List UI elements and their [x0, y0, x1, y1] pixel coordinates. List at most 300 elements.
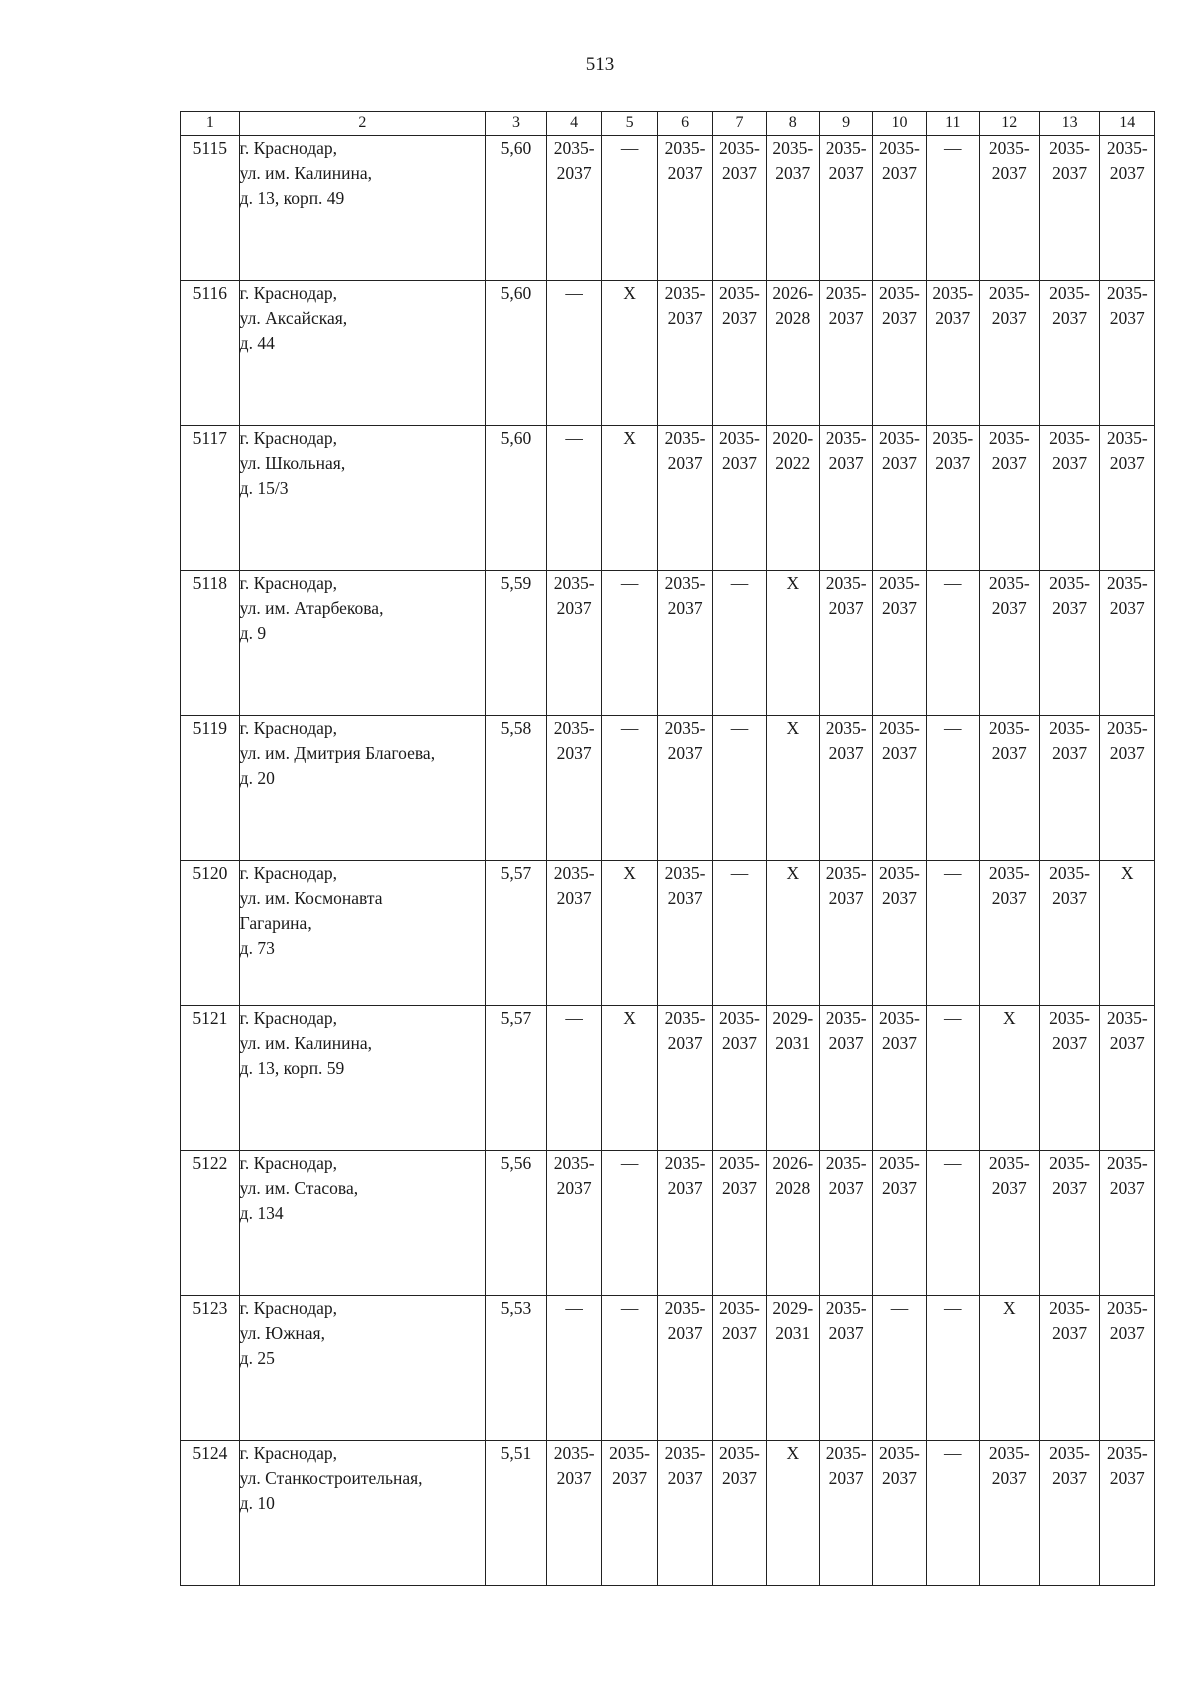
value-text: 2035-2037 [988, 428, 1030, 473]
address-line: ул. им. Стасова, [239, 1178, 359, 1198]
value-text: — [944, 1008, 962, 1028]
row-number: 5124 [181, 1441, 240, 1586]
value-cell-col-6 [657, 571, 712, 716]
value-text: 2035-2037 [1049, 283, 1090, 328]
value-cell-col-9 [819, 571, 872, 716]
value-cell-col-10 [873, 136, 926, 281]
value-cell-col-10 [873, 426, 926, 571]
value-text: 2035-2037 [1106, 138, 1148, 183]
value-text: X [1002, 1298, 1016, 1318]
value-cell-col-7 [713, 1441, 766, 1586]
value-cell-col-5 [602, 571, 657, 716]
value-text: 2035-2037 [1049, 863, 1090, 908]
value-text: 2035-2037 [1106, 1443, 1148, 1488]
header-cell-4: 4 [546, 112, 601, 136]
value-cell-col-11 [926, 1441, 979, 1586]
score-cell: 5,59 [486, 571, 547, 716]
value-text: 2035-2037 [664, 1298, 706, 1343]
address-cell [239, 1441, 485, 1586]
value-cell-col-12 [979, 1296, 1039, 1441]
value-text: 2035-2037 [879, 283, 920, 328]
score-cell: 5,60 [486, 136, 547, 281]
address-line: г. Краснодар, [239, 718, 337, 738]
address-line: ул. им. Калинина, [239, 163, 373, 183]
address-line: д. 13, корп. 59 [239, 1058, 345, 1078]
score-cell: 5,60 [486, 426, 547, 571]
address-line: г. Краснодар, [239, 428, 337, 448]
value-cell-col-13 [1039, 1296, 1100, 1441]
value-cell-col-5 [602, 136, 657, 281]
value-text: 2035-2037 [825, 1008, 867, 1053]
address-cell [239, 426, 485, 571]
value-cell-col-14 [1100, 426, 1155, 571]
value-cell-col-14 [1100, 716, 1155, 861]
score-cell: 5,58 [486, 716, 547, 861]
value-cell-col-13 [1039, 716, 1100, 861]
address-line: д. 15/3 [239, 478, 289, 498]
value-cell-col-7 [713, 716, 766, 861]
score-cell: 5,56 [486, 1151, 547, 1296]
value-text: X [623, 863, 636, 883]
value-text: 2035-2037 [553, 1443, 595, 1488]
value-text: 2035-2037 [1049, 428, 1090, 473]
value-text: 2035-2037 [719, 1153, 760, 1198]
value-text: — [565, 283, 583, 303]
value-cell-col-5 [602, 281, 657, 426]
value-cell-col-9 [819, 1441, 872, 1586]
value-text: 2035-2037 [879, 1153, 920, 1198]
value-text: — [944, 718, 962, 738]
value-text: 2035-2037 [932, 428, 974, 473]
value-cell-col-12 [979, 1006, 1039, 1151]
value-text: 2035-2037 [719, 1008, 760, 1053]
table-row [181, 136, 1155, 281]
value-text: 2035-2037 [1106, 1298, 1148, 1343]
value-cell-col-4 [546, 426, 601, 571]
value-text: 2035-2037 [1106, 718, 1148, 763]
value-cell-col-10 [873, 861, 926, 1006]
value-text: 2035-2037 [825, 573, 867, 618]
value-cell-col-13 [1039, 281, 1100, 426]
value-cell-col-6 [657, 136, 712, 281]
value-cell-col-12 [979, 1151, 1039, 1296]
value-cell-col-5 [602, 1151, 657, 1296]
value-text: 2035-2037 [879, 138, 920, 183]
value-text: 2035-2037 [988, 718, 1030, 763]
value-cell-col-6 [657, 426, 712, 571]
header-cell-14: 14 [1100, 112, 1155, 136]
value-text: X [623, 428, 636, 448]
value-cell-col-13 [1039, 426, 1100, 571]
value-text: 2035-2037 [825, 718, 867, 763]
value-cell-col-14 [1100, 1296, 1155, 1441]
score-cell: 5,60 [486, 281, 547, 426]
value-cell-col-7 [713, 426, 766, 571]
value-text: 2035-2037 [879, 573, 920, 618]
value-text: 2035-2037 [988, 863, 1030, 908]
row-number: 5118 [181, 571, 240, 716]
value-text: 2035-2037 [879, 863, 920, 908]
value-cell-col-5 [602, 1296, 657, 1441]
value-text: — [944, 863, 962, 883]
value-text: 2035-2037 [553, 718, 595, 763]
value-text: 2035-2037 [1106, 573, 1148, 618]
table-body [181, 112, 1155, 1586]
value-cell-col-10 [873, 1441, 926, 1586]
row-number: 5121 [181, 1006, 240, 1151]
value-text: 2035-2037 [1049, 718, 1090, 763]
value-cell-col-6 [657, 1006, 712, 1151]
value-cell-col-14 [1100, 136, 1155, 281]
value-text: 2035-2037 [719, 1298, 760, 1343]
address-cell [239, 1151, 485, 1296]
value-cell-col-11 [926, 861, 979, 1006]
value-text: — [944, 138, 962, 158]
row-number: 5122 [181, 1151, 240, 1296]
value-cell-col-13 [1039, 1441, 1100, 1586]
header-cell-1: 1 [181, 112, 240, 136]
value-cell-col-7 [713, 136, 766, 281]
header-cell-13: 13 [1039, 112, 1100, 136]
value-cell-col-4 [546, 1151, 601, 1296]
value-text: 2035-2037 [664, 138, 706, 183]
value-cell-col-4 [546, 716, 601, 861]
address-line: ул. им. Космонавта [239, 888, 383, 908]
value-text: 2035-2037 [719, 1443, 760, 1488]
address-line: г. Краснодар, [239, 1153, 337, 1173]
value-cell-col-12 [979, 716, 1039, 861]
address-line: ул. Станкостроительная, [239, 1468, 423, 1488]
value-cell-col-11 [926, 426, 979, 571]
value-text: 2020-2022 [772, 428, 814, 473]
value-text: 2035-2037 [664, 1008, 706, 1053]
value-cell-col-14 [1100, 861, 1155, 1006]
value-text: 2035-2037 [879, 1008, 920, 1053]
value-text: X [1002, 1008, 1016, 1028]
value-cell-col-14 [1100, 571, 1155, 716]
value-cell-col-9 [819, 426, 872, 571]
address-line: г. Краснодар, [239, 573, 337, 593]
address-cell [239, 861, 485, 1006]
value-cell-col-8 [766, 861, 819, 1006]
value-text: 2035-2037 [1106, 283, 1148, 328]
table-row [181, 1296, 1155, 1441]
address-line: ул. Южная, [239, 1323, 325, 1343]
value-text: 2035-2037 [553, 573, 595, 618]
value-text: 2029-2031 [772, 1298, 814, 1343]
row-number: 5117 [181, 426, 240, 571]
value-text: 2035-2037 [988, 283, 1030, 328]
header-cell-5: 5 [602, 112, 657, 136]
value-text: X [786, 863, 800, 883]
value-cell-col-11 [926, 716, 979, 861]
value-text: 2035-2037 [1049, 573, 1090, 618]
table-row [181, 861, 1155, 1006]
value-text: 2035-2037 [1049, 1443, 1090, 1488]
value-text: — [944, 573, 962, 593]
address-line: г. Краснодар, [239, 1008, 337, 1028]
value-text: 2035-2037 [879, 1443, 920, 1488]
header-cell-3: 3 [486, 112, 547, 136]
value-text: 2035-2037 [825, 1443, 867, 1488]
value-text: — [565, 428, 583, 448]
value-text: 2035-2037 [825, 1298, 867, 1343]
value-text: 2035-2037 [553, 1153, 595, 1198]
value-text: — [565, 1008, 583, 1028]
table-row [181, 1441, 1155, 1586]
value-cell-col-5 [602, 861, 657, 1006]
value-cell-col-8 [766, 136, 819, 281]
table-row [181, 426, 1155, 571]
value-cell-col-13 [1039, 136, 1100, 281]
table-row [181, 571, 1155, 716]
value-cell-col-10 [873, 1006, 926, 1151]
value-text: 2035-2037 [719, 283, 760, 328]
score-cell: 5,53 [486, 1296, 547, 1441]
value-text: 2035-2037 [664, 428, 706, 473]
value-cell-col-9 [819, 136, 872, 281]
value-text: 2035-2037 [553, 138, 595, 183]
value-cell-col-13 [1039, 1151, 1100, 1296]
value-cell-col-4 [546, 571, 601, 716]
address-cell [239, 1006, 485, 1151]
value-text: 2035-2037 [719, 428, 760, 473]
address-line: д. 25 [239, 1348, 275, 1368]
value-text: — [620, 718, 639, 738]
value-cell-col-6 [657, 1296, 712, 1441]
value-text: 2035-2037 [825, 1153, 867, 1198]
value-text: X [786, 573, 800, 593]
value-text: 2035-2037 [879, 718, 920, 763]
value-cell-col-13 [1039, 1006, 1100, 1151]
value-cell-col-12 [979, 281, 1039, 426]
value-cell-col-13 [1039, 861, 1100, 1006]
value-cell-col-10 [873, 281, 926, 426]
value-text: 2035-2037 [664, 718, 706, 763]
value-text: — [565, 1298, 583, 1318]
value-cell-col-6 [657, 716, 712, 861]
row-number: 5120 [181, 861, 240, 1006]
value-text: 2035-2037 [825, 428, 867, 473]
value-text: — [730, 573, 749, 593]
address-cell [239, 716, 485, 861]
value-cell-col-8 [766, 1441, 819, 1586]
address-line: д. 73 [239, 938, 275, 958]
value-text: 2026-2028 [772, 1153, 814, 1198]
value-cell-col-7 [713, 1006, 766, 1151]
table-row [181, 281, 1155, 426]
header-cell-11: 11 [926, 112, 979, 136]
value-cell-col-7 [713, 1296, 766, 1441]
value-text: 2035-2037 [1049, 1153, 1090, 1198]
value-text: 2035-2037 [1049, 1298, 1090, 1343]
value-text: 2029-2031 [772, 1008, 814, 1053]
header-cell-8: 8 [766, 112, 819, 136]
value-cell-col-12 [979, 426, 1039, 571]
address-line: г. Краснодар, [239, 283, 337, 303]
value-cell-col-6 [657, 1441, 712, 1586]
value-cell-col-4 [546, 861, 601, 1006]
address-line: ул. Аксайская, [239, 308, 348, 328]
value-text: 2035-2037 [932, 283, 974, 328]
value-cell-col-9 [819, 1006, 872, 1151]
value-cell-col-13 [1039, 571, 1100, 716]
value-text: X [786, 1443, 800, 1463]
value-cell-col-9 [819, 716, 872, 861]
header-cell-10: 10 [873, 112, 926, 136]
value-cell-col-9 [819, 281, 872, 426]
table-row [181, 1006, 1155, 1151]
address-line: ул. Школьная, [239, 453, 346, 473]
value-text: 2035-2037 [719, 138, 760, 183]
value-cell-col-11 [926, 281, 979, 426]
value-cell-col-7 [713, 861, 766, 1006]
address-line: ул. им. Атарбекова, [239, 598, 384, 618]
value-cell-col-10 [873, 716, 926, 861]
value-cell-col-4 [546, 1441, 601, 1586]
value-text: — [620, 1298, 639, 1318]
value-text: 2026-2028 [772, 283, 814, 328]
value-cell-col-9 [819, 1296, 872, 1441]
table-row [181, 716, 1155, 861]
address-line: д. 20 [239, 768, 275, 788]
value-cell-col-10 [873, 1151, 926, 1296]
value-cell-col-8 [766, 571, 819, 716]
value-cell-col-9 [819, 1151, 872, 1296]
value-cell-col-14 [1100, 281, 1155, 426]
value-text: 2035-2037 [664, 573, 706, 618]
header-row [181, 112, 1155, 136]
value-cell-col-10 [873, 1296, 926, 1441]
value-cell-col-11 [926, 1151, 979, 1296]
header-cell-7: 7 [713, 112, 766, 136]
value-cell-col-5 [602, 1441, 657, 1586]
value-text: — [730, 863, 749, 883]
value-text: — [620, 1153, 639, 1173]
row-number: 5115 [181, 136, 240, 281]
value-cell-col-12 [979, 1441, 1039, 1586]
address-line: г. Краснодар, [239, 1298, 337, 1318]
value-text: 2035-2037 [825, 138, 867, 183]
value-text: 2035-2037 [1106, 1008, 1148, 1053]
value-cell-col-4 [546, 136, 601, 281]
address-line: г. Краснодар, [239, 1443, 337, 1463]
value-cell-col-7 [713, 571, 766, 716]
value-text: 2035-2037 [664, 1153, 706, 1198]
address-line: Гагарина, [239, 913, 312, 933]
value-text: 2035-2037 [1106, 1153, 1148, 1198]
value-text: 2035-2037 [988, 138, 1030, 183]
value-cell-col-12 [979, 136, 1039, 281]
value-cell-col-12 [979, 861, 1039, 1006]
value-cell-col-8 [766, 426, 819, 571]
address-cell [239, 571, 485, 716]
score-cell: 5,51 [486, 1441, 547, 1586]
address-cell [239, 281, 485, 426]
value-text: 2035-2037 [664, 1443, 706, 1488]
value-text: 2035-2037 [988, 1153, 1030, 1198]
value-cell-col-6 [657, 861, 712, 1006]
value-text: 2035-2037 [1049, 138, 1090, 183]
address-line: ул. им. Дмитрия Благоева, [239, 743, 436, 763]
value-cell-col-8 [766, 281, 819, 426]
address-line: д. 134 [239, 1203, 284, 1223]
value-cell-col-5 [602, 1006, 657, 1151]
value-text: 2035-2037 [1049, 1008, 1090, 1053]
address-line: г. Краснодар, [239, 138, 337, 158]
value-text: — [944, 1443, 962, 1463]
value-cell-col-7 [713, 1151, 766, 1296]
value-cell-col-4 [546, 1006, 601, 1151]
value-cell-col-8 [766, 1006, 819, 1151]
value-text: 2035-2037 [825, 863, 867, 908]
value-cell-col-6 [657, 1151, 712, 1296]
value-text: 2035-2037 [553, 863, 595, 908]
value-text: 2035-2037 [1106, 428, 1148, 473]
value-cell-col-10 [873, 571, 926, 716]
value-cell-col-11 [926, 136, 979, 281]
value-text: X [623, 283, 636, 303]
value-text: 2035-2037 [879, 428, 920, 473]
value-cell-col-8 [766, 1151, 819, 1296]
value-text: X [1120, 863, 1134, 883]
value-text: — [620, 138, 639, 158]
address-line: д. 13, корп. 49 [239, 188, 345, 208]
header-cell-2: 2 [239, 112, 485, 136]
value-text: 2035-2037 [988, 573, 1030, 618]
score-cell: 5,57 [486, 861, 547, 1006]
value-cell-col-6 [657, 281, 712, 426]
value-cell-col-5 [602, 716, 657, 861]
value-cell-col-7 [713, 281, 766, 426]
value-text: — [620, 573, 639, 593]
score-cell: 5,57 [486, 1006, 547, 1151]
value-cell-col-14 [1100, 1006, 1155, 1151]
row-number: 5123 [181, 1296, 240, 1441]
value-cell-col-8 [766, 716, 819, 861]
value-cell-col-11 [926, 1006, 979, 1151]
address-line: д. 10 [239, 1493, 275, 1513]
value-cell-col-4 [546, 281, 601, 426]
value-cell-col-14 [1100, 1151, 1155, 1296]
value-cell-col-11 [926, 571, 979, 716]
value-cell-col-11 [926, 1296, 979, 1441]
value-text: X [623, 1008, 636, 1028]
address-line: д. 44 [239, 333, 275, 353]
table-row [181, 1151, 1155, 1296]
value-cell-col-8 [766, 1296, 819, 1441]
value-cell-col-9 [819, 861, 872, 1006]
value-text: 2035-2037 [772, 138, 814, 183]
value-cell-col-5 [602, 426, 657, 571]
address-cell [239, 1296, 485, 1441]
row-number: 5116 [181, 281, 240, 426]
value-text: 2035-2037 [664, 863, 706, 908]
page-number: 513 [585, 54, 615, 75]
header-cell-12: 12 [979, 112, 1039, 136]
header-cell-9: 9 [819, 112, 872, 136]
value-text: 2035-2037 [988, 1443, 1030, 1488]
value-text: — [890, 1298, 909, 1318]
value-text: X [786, 718, 800, 738]
value-text: 2035-2037 [825, 283, 867, 328]
value-text: — [944, 1298, 962, 1318]
address-line: г. Краснодар, [239, 863, 337, 883]
address-cell [239, 136, 485, 281]
value-text: 2035-2037 [664, 283, 706, 328]
address-line: д. 9 [239, 623, 267, 643]
value-text: — [730, 718, 749, 738]
